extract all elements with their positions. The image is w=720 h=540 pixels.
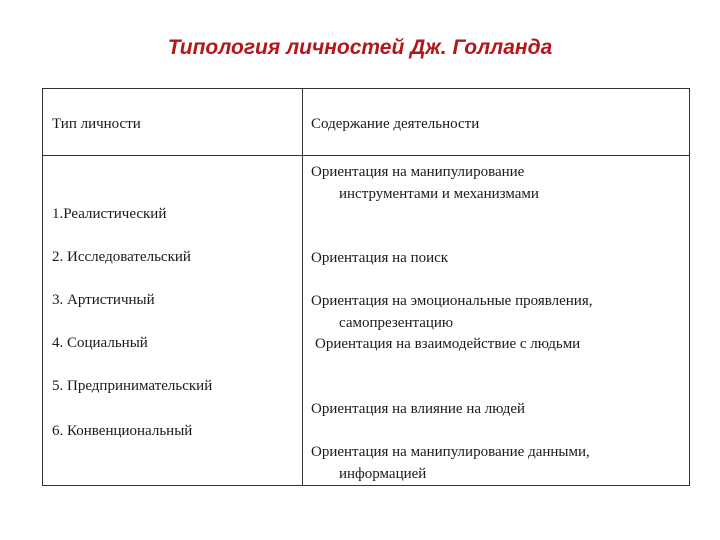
typology-table	[42, 88, 690, 486]
type-realistic: 1.Реалистический	[52, 206, 167, 222]
activity-enterprising: Ориентация на влияние на людей	[311, 401, 526, 417]
type-enterprising: 5. Предпринимательский	[52, 378, 213, 394]
activity-artistic-line2: самопрезентацию	[339, 315, 454, 331]
header-divider	[43, 155, 689, 156]
type-conventional: 6. Конвенциональный	[52, 423, 193, 439]
activity-social: Ориентация на взаимодействие с людьми	[315, 336, 581, 352]
type-social: 4. Социальный	[52, 335, 148, 351]
activity-conventional-line2: информацией	[339, 466, 427, 482]
activity-realistic-line2: инструментами и механизмами	[339, 186, 539, 202]
type-investigative: 2. Исследовательский	[52, 249, 191, 265]
activity-conventional-line1: Ориентация на манипулирование данными,	[311, 444, 590, 460]
header-personality-type: Тип личности	[52, 116, 141, 132]
activity-realistic-line1: Ориентация на манипулирование	[311, 164, 525, 180]
column-divider	[302, 89, 303, 485]
activity-artistic-line1: Ориентация на эмоциональные проявления,	[311, 293, 593, 309]
type-artistic: 3. Артистичный	[52, 292, 155, 308]
header-activity-content: Содержание деятельности	[311, 116, 480, 132]
activity-investigative: Ориентация на поиск	[311, 250, 449, 266]
page-title: Типология личностей Дж. Голланда	[167, 36, 553, 59]
